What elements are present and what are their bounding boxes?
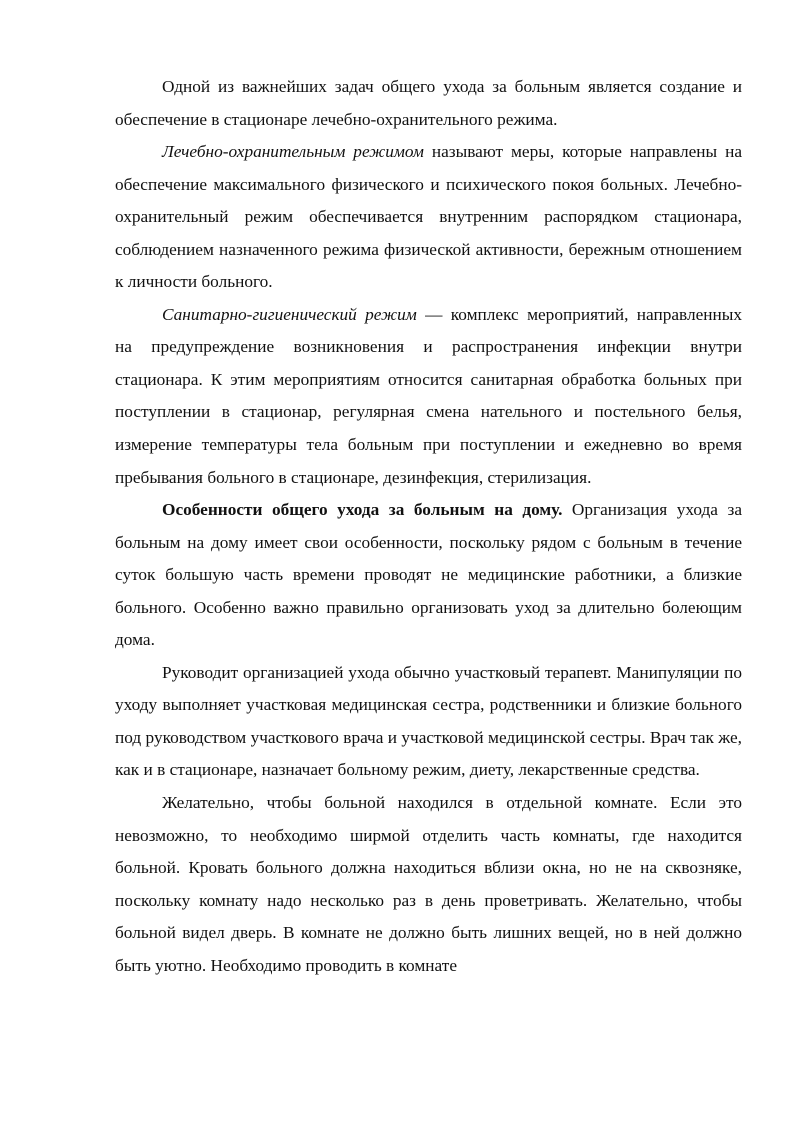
- section-heading-bold: Особенности общего ухода за больным на дому.: [162, 500, 563, 520]
- paragraph-sanitary-hygienic-regime: [115, 299, 742, 494]
- paragraph-text: Желательно, чтобы больной находился в отдельной комнате. Если это невозможно, то необходимо ширмой отделить часть комнаты, где находится больной. Кровать больного должна находиться вблизи окна, но не на сквозняке, поскольку комнату надо несколько раз в день проветривать. Желательно, чтобы больной видел дверь. В комнате не должно быть лишних вещей, но в ней должно быть уютно. Необходимо проводить в комнате: [115, 793, 742, 975]
- paragraph-text: — комплекс мероприятий, направленных на предупреждение возникновения и распространения инфекции внутри стационара. К этим мероприятиям относится санитарная обработка больных при поступлении в стационар, регулярная смена нательного и постельного белья, измерение температуры тела больным при поступлении и ежедневно во время пребывания больного в стационаре, дезинфекция, стерилизация.: [115, 304, 742, 487]
- paragraph-care-management: [115, 657, 742, 787]
- document-page: [115, 71, 742, 982]
- paragraph-medical-protective-regime: [115, 136, 742, 299]
- paragraph-room-requirements: [115, 787, 742, 982]
- paragraph-text: Организация ухода за больным на дому имеет свои особенности, поскольку рядом с больным в течение суток большую часть времени проводят не медицинские работники, а близкие больного. Особенно важно правильно организовать уход за длительно болеющим дома.: [115, 500, 742, 650]
- term-italic: Санитарно-гигиенический режим: [162, 304, 417, 324]
- paragraph-text: Одной из важнейших задач общего ухода за больным является создание и обеспечение в стационаре лечебно-охранительного режима.: [115, 77, 742, 129]
- paragraph-text: Руководит организацией ухода обычно участковый терапевт. Манипуляции по уходу выполняет участковая медицинская сестра, родственники и близкие больного под руководством участкового врача и участковой медицинской сестры. Врач так же, как и в стационаре, назначает больному режим, диету, лекарственные средства.: [115, 662, 742, 780]
- paragraph-text: называют меры, которые направлены на обеспечение максимального физического и психического покоя больных. Лечебно-охранительный режим обеспечивается внутренним распорядком стационара, соблюдением назначенного режима физической активности, бережным отношением к личности больного.: [115, 142, 742, 292]
- term-italic: Лечебно-охранительным режимом: [162, 142, 424, 162]
- paragraph-intro: [115, 71, 742, 136]
- paragraph-home-care: [115, 494, 742, 657]
